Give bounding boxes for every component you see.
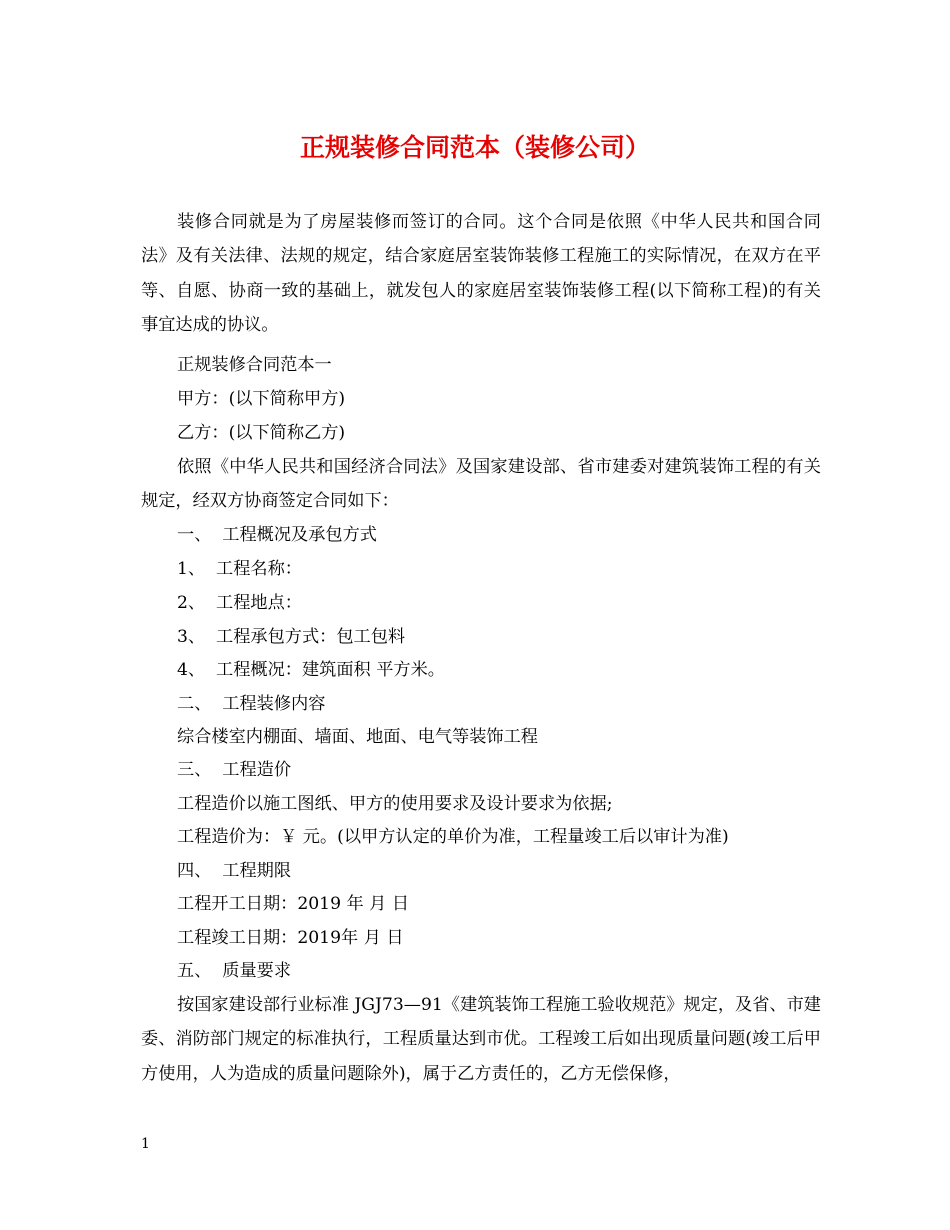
intro-paragraph: 装修合同就是为了房屋装修而签订的合同。这个合同是依照《中华人民共和国合同法》及有关法律、法规的规定，结合家庭居室装饰装修工程施工的实际情况，在双方在平等、自愿、协商一致的基础上，就发包人的家庭居室装饰装修工程(以下简称工程)的有关事宜达成的协议。 bbox=[141, 212, 821, 336]
section-heading-1: 一、 工程概况及承包方式 bbox=[177, 525, 377, 545]
party-a-line: 甲方：(以下简称甲方) bbox=[177, 389, 346, 409]
section-item: 工程开工日期：2019 年 月 日 bbox=[177, 894, 410, 914]
section-item: 2、 工程地点： bbox=[177, 593, 302, 613]
section-heading-2: 二、 工程装修内容 bbox=[177, 694, 326, 714]
section-item: 4、 工程概况：建筑面积 平方米。 bbox=[177, 660, 445, 680]
page-number: 1 bbox=[141, 1136, 150, 1152]
section-heading-5: 五、 质量要求 bbox=[177, 961, 292, 981]
document-title: 正规装修合同范本（装修公司） bbox=[299, 133, 650, 162]
section-item: 工程造价为：￥ 元。(以甲方认定的单价为准，工程量竣工后以审计为准) bbox=[177, 827, 729, 847]
section-heading-4: 四、 工程期限 bbox=[177, 861, 292, 881]
quality-paragraph: 按国家建设部行业标准 JGJ73—91《建筑装饰工程施工验收规范》规定，及省、市建委、消防部门规定的标准执行，工程质量达到市优。工程竣工后如出现质量问题(竣工后甲方使用，人为造成的质量问题除外)，属于乙方责任的，乙方无偿保修， bbox=[141, 995, 821, 1084]
section-item: 3、 工程承包方式：包工包料 bbox=[177, 627, 406, 647]
section-heading-3: 三、 工程造价 bbox=[177, 760, 292, 780]
party-b-line: 乙方：(以下简称乙方) bbox=[177, 423, 346, 443]
section-item: 工程造价以施工图纸、甲方的使用要求及设计要求为依据; bbox=[177, 794, 613, 814]
section-item: 1、 工程名称： bbox=[177, 559, 302, 579]
section-item: 工程竣工日期：2019年 月 日 bbox=[177, 928, 404, 948]
basis-paragraph: 依照《中华人民共和国经济合同法》及国家建设部、省市建委对建筑装饰工程的有关规定，经双方协商签定合同如下： bbox=[141, 457, 821, 512]
contract-heading: 正规装修合同范本一 bbox=[177, 355, 332, 375]
section-item: 综合楼室内棚面、墙面、地面、电气等装饰工程 bbox=[177, 727, 538, 747]
